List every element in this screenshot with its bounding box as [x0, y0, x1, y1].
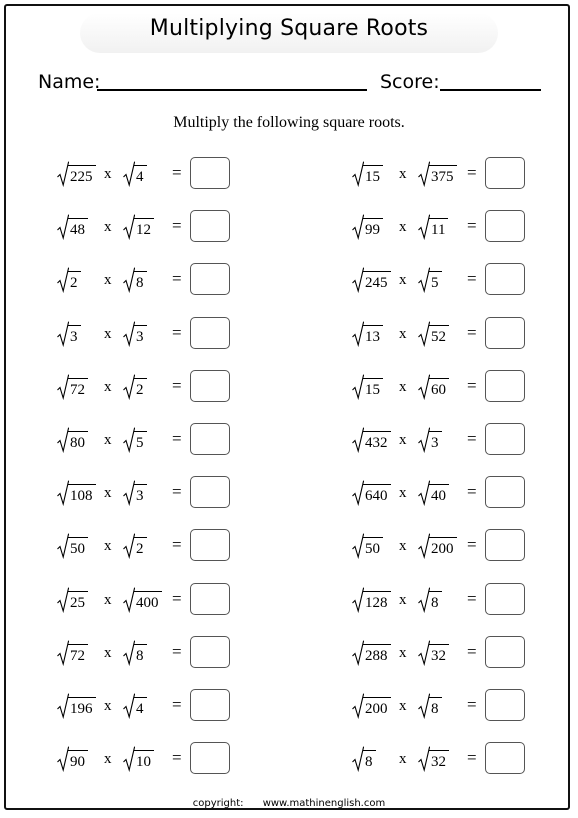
radicand-a: 8 — [363, 750, 376, 771]
problem-row — [352, 317, 532, 351]
sqrt-term-a — [57, 425, 88, 453]
equals-sign: = — [172, 216, 182, 235]
problem-row — [57, 317, 237, 351]
problem-row — [352, 370, 532, 404]
equals-sign: = — [467, 589, 477, 608]
radicand-a: 72 — [68, 644, 88, 665]
problem-row — [57, 689, 237, 723]
sqrt-term-a — [57, 212, 88, 240]
multiply-sign: x — [104, 485, 112, 501]
sqrt-term-a — [352, 372, 383, 400]
radicand-a: 640 — [363, 484, 391, 505]
score-line — [440, 89, 541, 91]
sqrt-term-a — [57, 691, 96, 719]
equals-sign: = — [467, 323, 477, 342]
multiply-sign: x — [399, 751, 407, 767]
problem-row — [352, 529, 532, 563]
equals-sign: = — [172, 589, 182, 608]
sqrt-term-b — [123, 744, 154, 772]
problem-row — [57, 210, 237, 244]
footer — [0, 798, 578, 809]
problem-row — [57, 263, 237, 297]
radicand-b: 40 — [429, 484, 449, 505]
answer-box[interactable] — [485, 742, 525, 774]
multiply-sign: x — [104, 751, 112, 767]
answer-box[interactable] — [485, 529, 525, 561]
equals-sign: = — [467, 429, 477, 448]
sqrt-term-b — [123, 212, 154, 240]
radicand-b: 32 — [429, 750, 449, 771]
sqrt-term-b — [418, 478, 449, 506]
sqrt-term-b — [123, 159, 147, 187]
equals-sign: = — [172, 163, 182, 182]
radicand-b: 4 — [134, 165, 147, 186]
equals-sign: = — [172, 482, 182, 501]
radicand-b: 12 — [134, 218, 154, 239]
multiply-sign: x — [399, 485, 407, 501]
multiply-sign: x — [399, 379, 407, 395]
equals-sign: = — [467, 269, 477, 288]
multiply-sign: x — [104, 698, 112, 714]
sqrt-term-b — [418, 531, 457, 559]
sqrt-term-b — [123, 638, 147, 666]
instructions: Multiply the following square roots. — [173, 114, 405, 131]
equals-sign: = — [172, 642, 182, 661]
problem-row — [57, 476, 237, 510]
sqrt-term-a — [57, 319, 81, 347]
multiply-sign: x — [104, 379, 112, 395]
answer-box[interactable] — [485, 317, 525, 349]
problem-row — [57, 370, 237, 404]
radicand-a: 225 — [68, 165, 96, 186]
multiply-sign: x — [399, 272, 407, 288]
sqrt-term-a — [57, 478, 96, 506]
multiply-sign: x — [104, 166, 112, 182]
multiply-sign: x — [399, 432, 407, 448]
equals-sign: = — [467, 695, 477, 714]
equals-sign: = — [467, 216, 477, 235]
radicand-b: 5 — [134, 431, 147, 452]
sqrt-term-b — [123, 478, 147, 506]
answer-box[interactable] — [485, 157, 525, 189]
problem-row — [57, 583, 237, 617]
sqrt-term-b — [123, 372, 147, 400]
radicand-a: 50 — [363, 537, 383, 558]
equals-sign: = — [172, 429, 182, 448]
radicand-a: 200 — [363, 697, 391, 718]
problem-row — [57, 742, 237, 776]
radicand-a: 3 — [68, 325, 81, 346]
radicand-b: 32 — [429, 644, 449, 665]
problem-row — [352, 476, 532, 510]
equals-sign: = — [172, 323, 182, 342]
multiply-sign: x — [399, 538, 407, 554]
answer-box[interactable] — [485, 370, 525, 402]
equals-sign: = — [172, 269, 182, 288]
page-title: Multiplying Square Roots — [149, 16, 429, 41]
sqrt-term-b — [123, 425, 147, 453]
answer-box[interactable] — [190, 210, 230, 242]
radicand-a: 15 — [363, 378, 383, 399]
sqrt-term-a — [352, 691, 391, 719]
radicand-a: 432 — [363, 431, 391, 452]
sqrt-term-a — [57, 265, 81, 293]
answer-box[interactable] — [190, 317, 230, 349]
problem-row — [352, 636, 532, 670]
sqrt-term-a — [57, 744, 88, 772]
radicand-b: 3 — [429, 431, 442, 452]
equals-sign: = — [467, 748, 477, 767]
answer-box[interactable] — [485, 636, 525, 668]
score-label: Score: — [380, 71, 440, 93]
radicand-a: 245 — [363, 271, 391, 292]
multiply-sign: x — [104, 538, 112, 554]
sqrt-term-a — [352, 212, 383, 240]
problem-row — [57, 423, 237, 457]
radicand-a: 90 — [68, 750, 88, 771]
equals-sign: = — [467, 642, 477, 661]
problem-row — [352, 423, 532, 457]
answer-box[interactable] — [190, 583, 230, 615]
problem-row — [352, 263, 532, 297]
radicand-b: 60 — [429, 378, 449, 399]
multiply-sign: x — [104, 432, 112, 448]
radicand-b: 200 — [429, 537, 457, 558]
multiply-sign: x — [399, 592, 407, 608]
sqrt-term-b — [418, 265, 442, 293]
radicand-a: 80 — [68, 431, 88, 452]
sqrt-term-b — [123, 319, 147, 347]
radicand-b: 8 — [134, 271, 147, 292]
problem-row — [352, 742, 532, 776]
radicand-a: 108 — [68, 484, 96, 505]
sqrt-term-b — [123, 585, 162, 613]
problem-row — [57, 529, 237, 563]
equals-sign: = — [172, 748, 182, 767]
sqrt-term-b — [123, 531, 147, 559]
multiply-sign: x — [104, 592, 112, 608]
multiply-sign: x — [104, 326, 112, 342]
radicand-a: 15 — [363, 165, 383, 186]
answer-box[interactable] — [485, 583, 525, 615]
problem-row — [352, 689, 532, 723]
radicand-a: 48 — [68, 218, 88, 239]
sqrt-term-a — [352, 638, 391, 666]
radicand-b: 2 — [134, 378, 147, 399]
radicand-a: 288 — [363, 644, 391, 665]
radicand-b: 52 — [429, 325, 449, 346]
radicand-b: 4 — [134, 697, 147, 718]
sqrt-term-a — [352, 478, 391, 506]
sqrt-term-a — [352, 531, 383, 559]
answer-box[interactable] — [485, 210, 525, 242]
equals-sign: = — [467, 376, 477, 395]
radicand-b: 375 — [429, 165, 457, 186]
sqrt-term-b — [418, 638, 449, 666]
answer-box[interactable] — [485, 476, 525, 508]
answer-box[interactable] — [190, 742, 230, 774]
sqrt-term-b — [418, 425, 442, 453]
sqrt-term-a — [352, 425, 391, 453]
sqrt-term-a — [352, 585, 391, 613]
sqrt-term-a — [352, 159, 383, 187]
problem-row — [57, 636, 237, 670]
equals-sign: = — [172, 376, 182, 395]
equals-sign: = — [172, 535, 182, 554]
problem-row — [352, 583, 532, 617]
radicand-a: 99 — [363, 218, 383, 239]
equals-sign: = — [467, 482, 477, 501]
sqrt-term-b — [418, 159, 457, 187]
multiply-sign: x — [399, 698, 407, 714]
sqrt-term-a — [57, 585, 88, 613]
radicand-a: 2 — [68, 271, 81, 292]
radicand-a: 50 — [68, 537, 88, 558]
radicand-b: 3 — [134, 484, 147, 505]
radicand-b: 400 — [134, 591, 162, 612]
footer-copyright-label: copyright: — [192, 798, 244, 809]
footer-site-link[interactable]: www.mathinenglish.com — [262, 798, 386, 809]
radicand-b: 10 — [134, 750, 154, 771]
answer-box[interactable] — [190, 263, 230, 295]
answer-box[interactable] — [485, 423, 525, 455]
answer-box[interactable] — [190, 636, 230, 668]
sqrt-term-a — [352, 319, 383, 347]
sqrt-term-a — [352, 265, 391, 293]
sqrt-term-a — [57, 372, 88, 400]
answer-box[interactable] — [190, 423, 230, 455]
sqrt-term-b — [418, 319, 449, 347]
sqrt-term-a — [57, 638, 88, 666]
problem-row — [352, 210, 532, 244]
answer-box[interactable] — [190, 157, 230, 189]
sqrt-term-b — [418, 585, 442, 613]
sqrt-term-b — [123, 265, 147, 293]
radicand-b: 5 — [429, 271, 442, 292]
name-line — [97, 89, 367, 91]
multiply-sign: x — [399, 326, 407, 342]
problem-row — [57, 157, 237, 191]
radicand-b: 8 — [429, 591, 442, 612]
radicand-b: 3 — [134, 325, 147, 346]
sqrt-term-b — [418, 372, 449, 400]
radicand-a: 72 — [68, 378, 88, 399]
answer-box[interactable] — [190, 370, 230, 402]
sqrt-term-b — [418, 744, 449, 772]
multiply-sign: x — [399, 166, 407, 182]
equals-sign: = — [172, 695, 182, 714]
sqrt-term-a — [57, 531, 88, 559]
multiply-sign: x — [399, 645, 407, 661]
problem-row — [352, 157, 532, 191]
radicand-a: 25 — [68, 591, 88, 612]
answer-box[interactable] — [485, 263, 525, 295]
radicand-b: 8 — [429, 697, 442, 718]
radicand-b: 8 — [134, 644, 147, 665]
answer-box[interactable] — [190, 689, 230, 721]
name-label: Name: — [38, 71, 101, 93]
multiply-sign: x — [104, 272, 112, 288]
equals-sign: = — [467, 535, 477, 554]
answer-box[interactable] — [485, 689, 525, 721]
sqrt-term-b — [123, 691, 147, 719]
sqrt-term-b — [418, 691, 442, 719]
multiply-sign: x — [104, 219, 112, 235]
radicand-a: 128 — [363, 591, 391, 612]
sqrt-term-a — [352, 744, 376, 772]
radicand-b: 11 — [429, 218, 448, 239]
sqrt-term-a — [57, 159, 96, 187]
multiply-sign: x — [399, 219, 407, 235]
sqrt-term-b — [418, 212, 448, 240]
radicand-a: 13 — [363, 325, 383, 346]
equals-sign: = — [467, 163, 477, 182]
multiply-sign: x — [104, 645, 112, 661]
answer-box[interactable] — [190, 476, 230, 508]
answer-box[interactable] — [190, 529, 230, 561]
radicand-b: 2 — [134, 537, 147, 558]
radicand-a: 196 — [68, 697, 96, 718]
